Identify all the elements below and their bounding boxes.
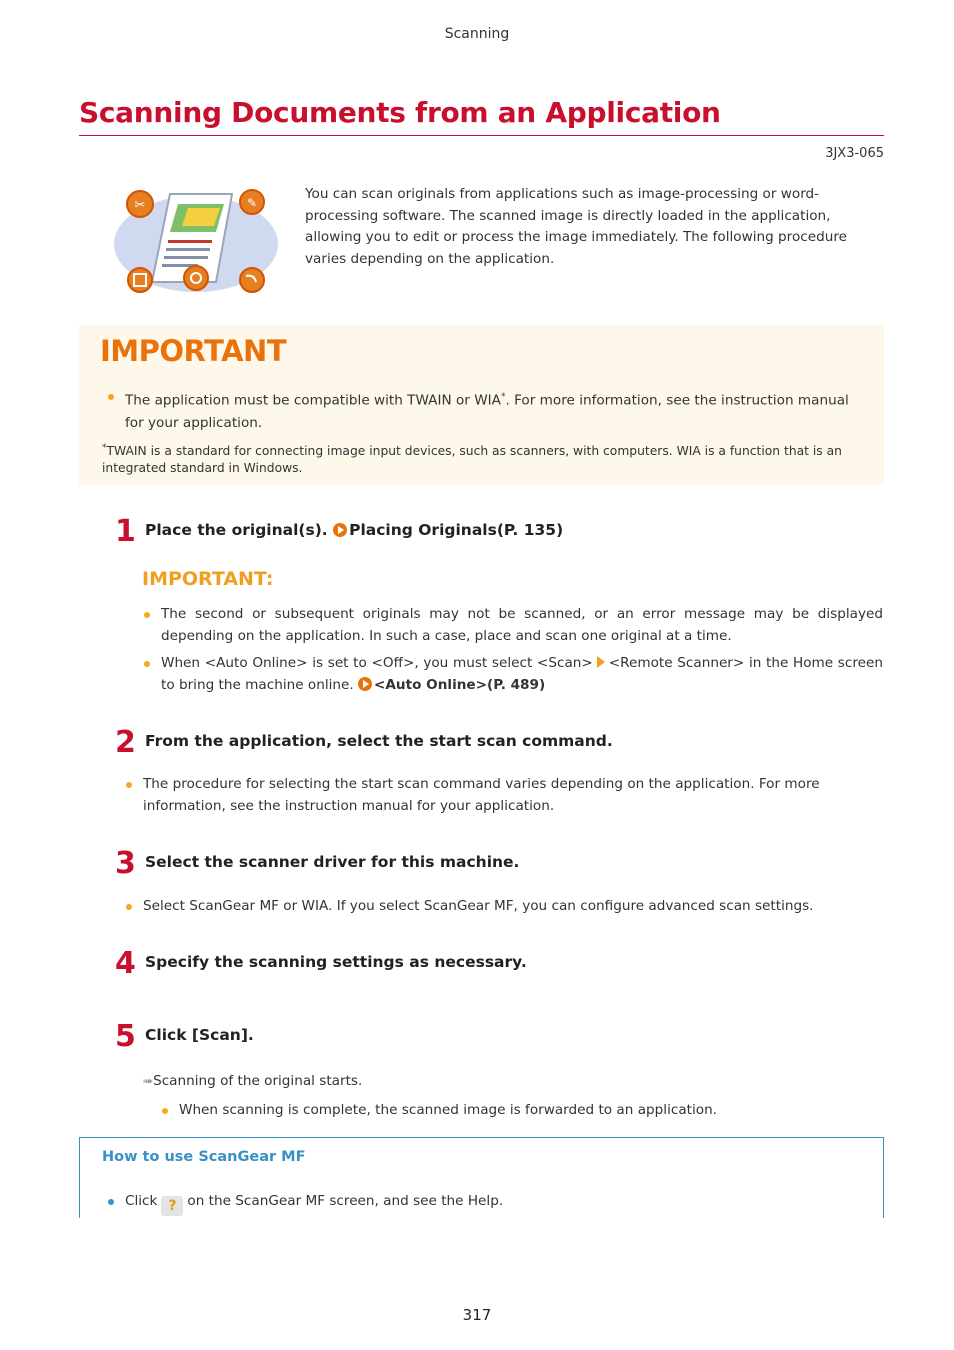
step-title-text: Place the original(s). [145, 521, 328, 539]
bullet-icon [108, 394, 114, 400]
arrow-right-icon [597, 656, 605, 668]
step-number: 2 [115, 725, 136, 760]
placing-originals-link[interactable]: Placing Originals(P. 135) [349, 521, 564, 539]
step3-bullet: Select ScanGear MF or WIA. If you select ScanGear MF, you can configure advanced scan settings. [143, 898, 814, 914]
step-title: Specify the scanning settings as necessary. [145, 953, 527, 971]
step1-important-heading: IMPORTANT: [142, 568, 274, 590]
important-bullet-text: The application must be compatible with TWAIN or WIA [125, 392, 501, 409]
bullet-text: Click [125, 1193, 158, 1209]
important-footnote [102, 440, 862, 477]
step-title: Select the scanner driver for this machine. [145, 853, 520, 871]
page-title: Scanning Documents from an Application [79, 96, 721, 129]
bullet-text: When <Auto Online> is set to <Off>, you must select <Scan> [161, 655, 593, 671]
important-bullet [125, 386, 865, 434]
step1-important-bullet-1: The second or subsequent originals may not be scanned, or an error message may be displayed depending on the application. In such a case, place and scan one original at a time. [161, 606, 883, 644]
step-number: 1 [115, 514, 136, 549]
bullet-icon [108, 1199, 114, 1205]
step1-important-bullet-2 [161, 653, 883, 696]
bullet-icon [144, 612, 150, 618]
important-bullet-text-end: . For more information, see the instruction manual for your application. [125, 392, 849, 431]
footnote-marker: * [102, 443, 107, 453]
result-text: Scanning of the original starts. [153, 1073, 363, 1089]
step5-bullet: When scanning is complete, the scanned image is forwarded to an application. [179, 1102, 718, 1118]
scan-illustration [108, 182, 284, 302]
bullet-icon [126, 782, 132, 788]
scangear-bullet [125, 1191, 503, 1216]
bullet-icon [162, 1108, 168, 1114]
step-title: Click [Scan]. [145, 1026, 254, 1044]
bullet-icon [144, 661, 150, 667]
important-heading: IMPORTANT [100, 334, 287, 368]
step-title [145, 521, 563, 539]
link-arrow-icon [358, 677, 372, 691]
bullet-icon [126, 904, 132, 910]
scangear-heading: How to use ScanGear MF [102, 1149, 306, 1165]
auto-online-link[interactable]: <Auto Online>(P. 489) [374, 676, 546, 693]
step-title: From the application, select the start scan command. [145, 732, 613, 750]
svg-text:✂: ✂ [134, 198, 146, 213]
help-icon: ? [161, 1196, 183, 1216]
footnote-text: TWAIN is a standard for connecting image input devices, such as scanners, with computers. WIA is a function that is an integrated standard in Windows. [102, 444, 842, 476]
title-underline [79, 135, 884, 136]
step-number: 5 [115, 1019, 136, 1054]
running-header: Scanning [444, 26, 510, 42]
step-number: 4 [115, 946, 136, 981]
link-arrow-icon [333, 523, 347, 537]
document-id: 3JX3-065 [825, 146, 884, 161]
svg-text:✎: ✎ [246, 196, 258, 210]
intro-paragraph: You can scan originals from applications such as image-processing or word-processing software. The scanned image is directly loaded in the application, allowing you to edit or process the image immediately. The following procedure varies depending on the application. [305, 186, 848, 267]
bullet-text-end: on the ScanGear MF screen, and see the Help. [187, 1193, 504, 1209]
bullet-text-end: <Remote Scanner> in the Home screen to bring the machine online. [161, 655, 883, 693]
footnote-marker: * [500, 392, 506, 402]
step2-bullet: The procedure for selecting the start scan command varies depending on the application. For more information, see the instruction manual for your application. [143, 776, 820, 814]
step-number: 3 [115, 846, 136, 881]
step5-result [143, 1071, 362, 1093]
page-number: 317 [462, 1306, 492, 1324]
result-arrow-icon: ➠ [143, 1074, 154, 1088]
